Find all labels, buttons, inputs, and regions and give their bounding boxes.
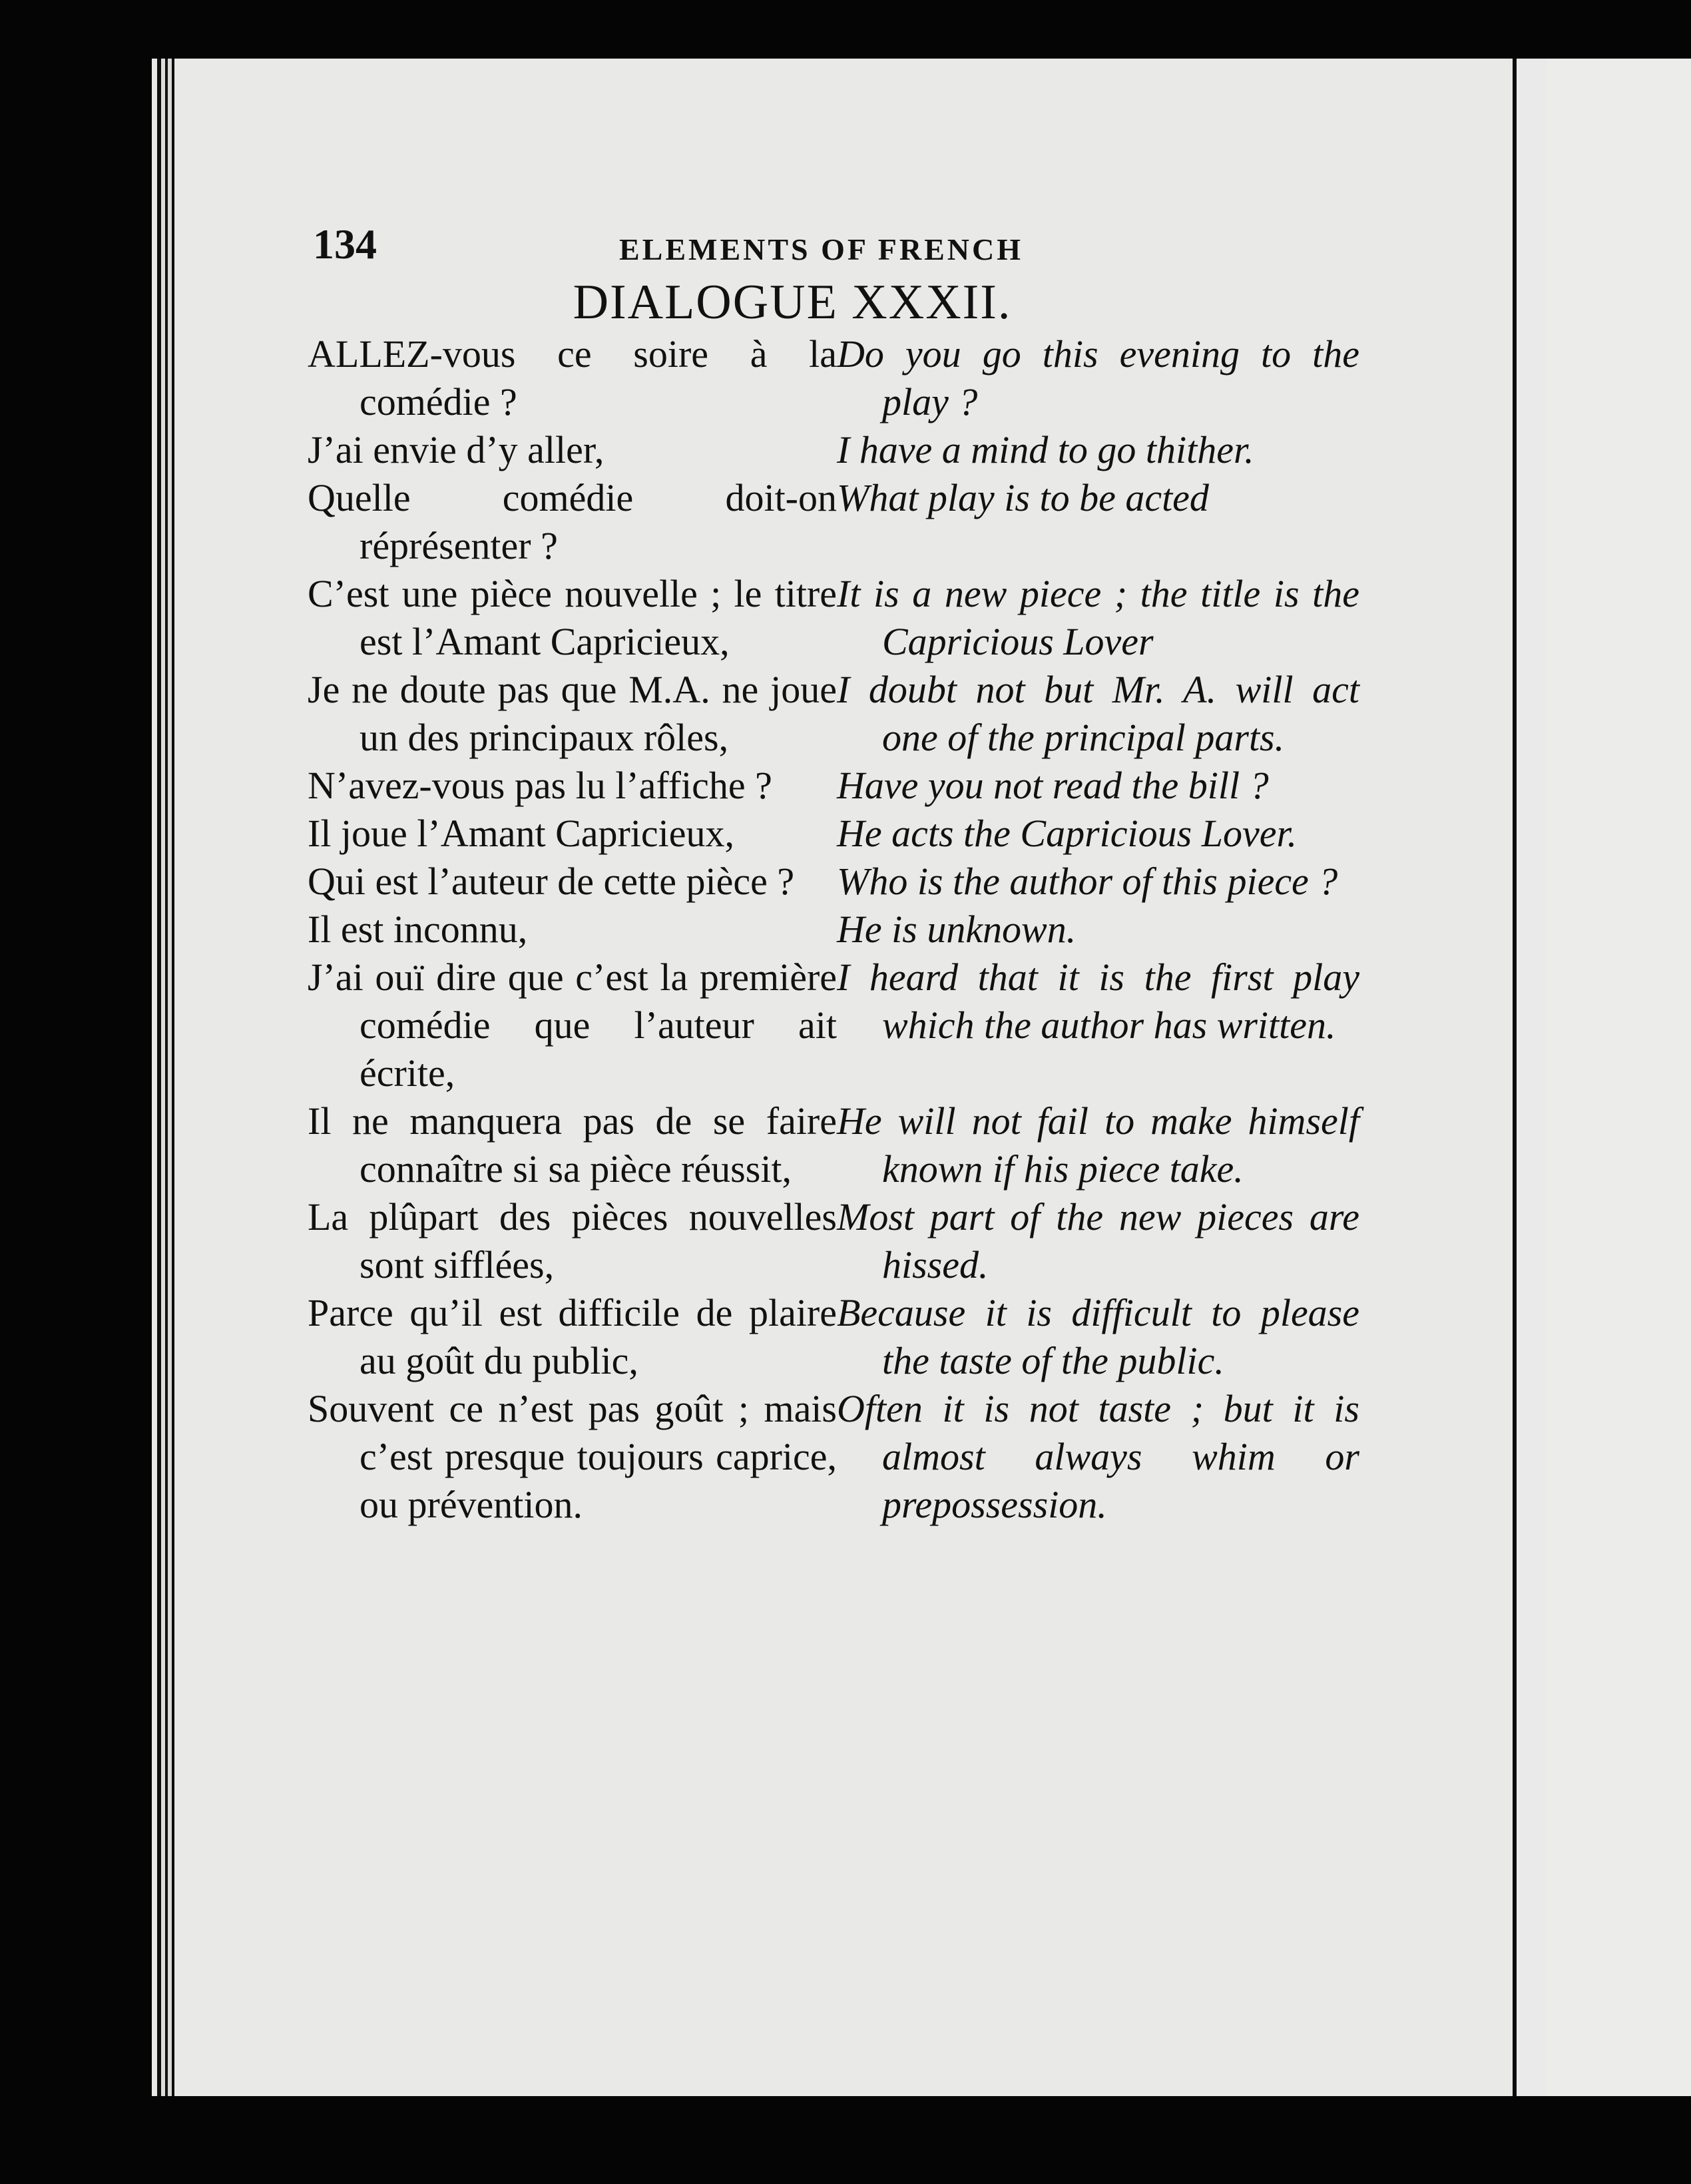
french-line: Il ne manquera pas de se faire connaître si sa pièce réussit, [308,1099,837,1191]
french-line: Il joue l’Amant Capricieux, [308,812,735,855]
page-fold [1506,59,1546,2096]
french-line: Parce qu’il est difficile de plaire au goût du public, [308,1291,837,1382]
french-line: Qui est l’auteur de cette pièce ? [308,860,795,903]
english-line: Often it is not taste ; but it is almost always whim or prepossession. [837,1387,1359,1526]
page-number: 134 [313,220,377,268]
dialogue-row [308,954,1359,1097]
english-line: What play is to be acted [837,476,1209,519]
english-line: I have a mind to go thither. [837,428,1254,471]
dialogue-row [308,426,1359,474]
english-line: Who is the author of this piece ? [837,860,1338,903]
running-head: ELEMENTS OF FRENCH [619,232,1024,266]
french-line: C’est une pièce nouvelle ; le titre est l’Amant Capricieux, [308,572,837,663]
dialogue-title: DIALOGUE XXXII. [573,275,1012,330]
dialogue-row [308,1385,1359,1529]
french-line: ALLEZ-vous ce soire à la comédie ? [308,332,837,423]
dialogue-row [308,570,1359,666]
dialogue-row [308,1289,1359,1385]
dialogue-row [308,474,1359,570]
french-line: Quelle comédie doit-on réprésenter ? [308,476,837,567]
dialogue-row [308,666,1359,762]
dialogue-row [308,1097,1359,1193]
english-line: He is unknown. [837,908,1077,951]
dialogue-title-wrap [0,274,1691,331]
adjacent-page [1546,59,1691,2096]
french-line: J’ai envie d’y aller, [308,428,604,471]
english-line: Most part of the new pieces are hissed. [837,1195,1359,1286]
dialogue-body [308,330,1359,1529]
french-line: La plûpart des pièces nouvelles sont sifflées, [308,1195,837,1286]
english-line: I heard that it is the first play which the author has written. [837,956,1359,1047]
english-line: Because it is difficult to please the taste of the public. [837,1291,1359,1382]
book-spine-edge [157,59,177,2096]
english-line: It is a new piece ; the title is the Capricious Lover [837,572,1359,663]
english-line: He acts the Capricious Lover. [837,812,1298,855]
french-line: Souvent ce n’est pas goût ; mais c’est presque toujours caprice, ou prévention. [308,1387,837,1526]
english-line: Have you not read the bill ? [837,764,1269,807]
french-line: Il est inconnu, [308,908,528,951]
dialogue-row [308,762,1359,810]
dialogue-row [308,858,1359,906]
french-line: Je ne doute pas que M.A. ne joue un des principaux rôles, [308,668,837,759]
french-line: J’ai ouï dire que c’est la première comédie que l’auteur ait écrite, [308,956,837,1095]
french-line: N’avez-vous pas lu l’affiche ? [308,764,772,807]
dialogue-row [308,906,1359,954]
dialogue-row [308,810,1359,858]
page-header [313,220,1378,273]
english-line: He will not fail to make himself known if his piece take. [837,1099,1359,1191]
english-line: I doubt not but Mr. A. will act one of the principal parts. [837,668,1359,759]
dialogue-row [308,1193,1359,1289]
dialogue-row [308,330,1359,426]
english-line: Do you go this evening to the play ? [837,332,1359,423]
